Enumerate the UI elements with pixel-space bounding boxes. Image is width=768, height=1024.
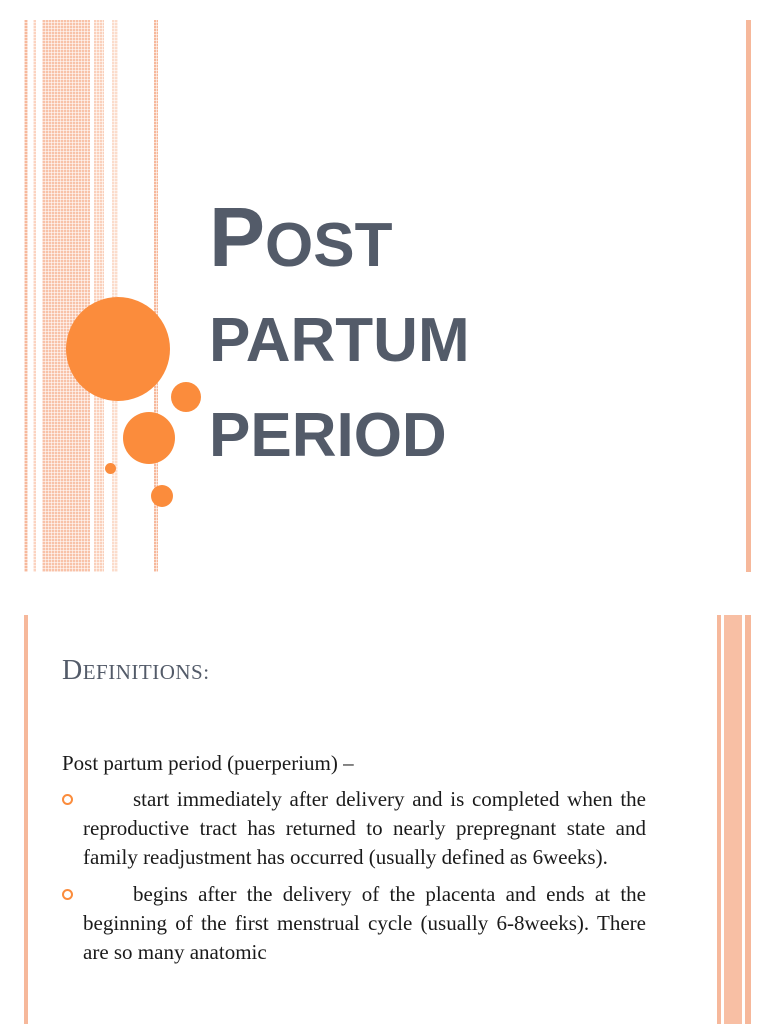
decorative-circle-large — [66, 297, 170, 401]
list-item — [62, 785, 646, 872]
section-heading — [62, 655, 210, 687]
slide-title — [24, 20, 751, 572]
list-item-text: begins after the delivery of the placenta and ends at the beginning of the first menstrual cycle (usually 6-8weeks). There are so many anatomic — [83, 882, 646, 964]
heading-initial: D — [62, 655, 83, 686]
decorative-left-rule — [24, 615, 28, 1024]
intro-text: Post partum period (puerperium) – — [62, 751, 354, 775]
slide-title-text — [209, 190, 729, 483]
decorative-circle-medium — [123, 412, 175, 464]
definition-list — [62, 785, 646, 975]
list-item-text: start immediately after delivery and is completed when the reproductive tract has returned to nearly prepregnant state and family readjustment has occurred (usually defined as 6weeks). — [83, 787, 646, 869]
decorative-circle-tiny — [105, 463, 116, 474]
title-rest: OST — [265, 211, 393, 280]
title-line: PARTUM — [209, 306, 470, 375]
decorative-stripe-panel — [24, 20, 158, 572]
hollow-circle-bullet-icon — [62, 889, 73, 900]
slide-definitions — [24, 615, 751, 1024]
decorative-right-band — [717, 615, 751, 1024]
list-item — [62, 880, 646, 967]
title-initial: P — [209, 190, 266, 284]
decorative-circle-small — [151, 485, 173, 507]
heading-rest: EFINITIONS: — [82, 660, 210, 684]
title-line — [209, 190, 729, 293]
title-line: PERIOD — [209, 401, 447, 470]
decorative-circle-small — [171, 382, 201, 412]
hollow-circle-bullet-icon — [62, 794, 73, 805]
decorative-right-rule — [746, 20, 751, 572]
